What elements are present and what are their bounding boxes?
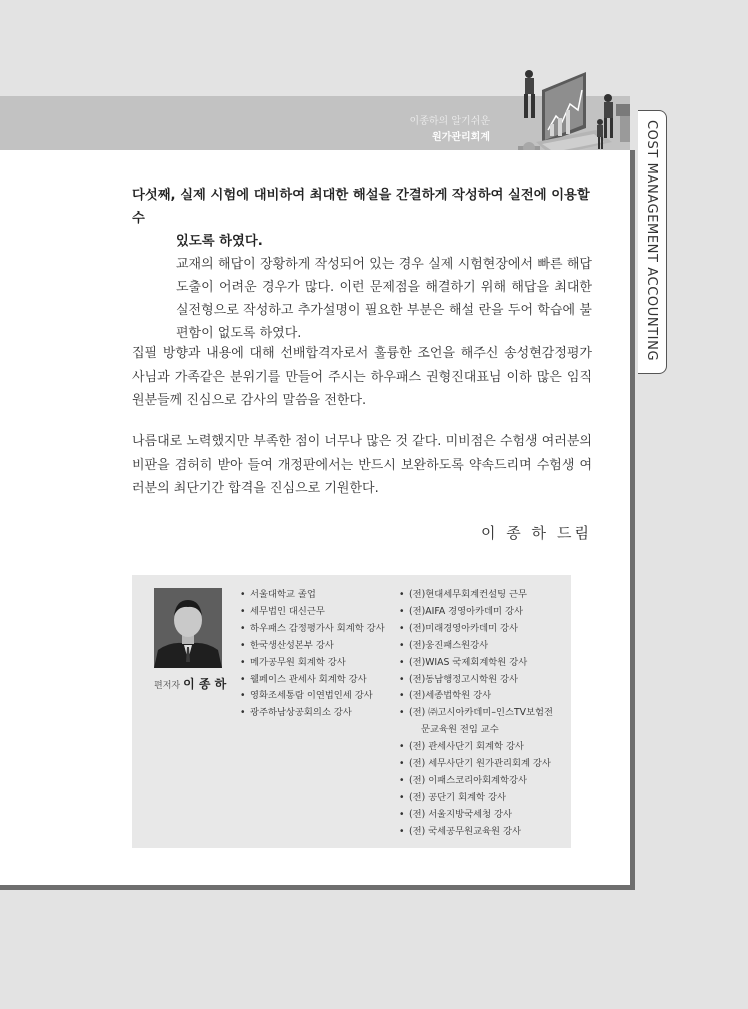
career-item: • 하우패스 감정평가사 회계학 강사 <box>240 621 385 638</box>
career-item: • (전) 공단기 회계학 강사 <box>399 790 553 807</box>
signature <box>481 522 592 543</box>
author-role: 편저자 <box>154 681 181 691</box>
side-tab-label: COST MANAGEMENT ACCOUNTING <box>644 120 659 362</box>
section-heading <box>132 184 592 253</box>
career-item: • 메가공무원 회계학 강사 <box>240 655 385 672</box>
author-photo <box>154 588 222 668</box>
career-item: • (전) 서울지방국세청 강사 <box>399 807 553 824</box>
closing-paragraph: 나름대로 노력했지만 부족한 점이 너무나 많은 것 같다. 미비점은 수험생 여러분의 비판을 겸허히 받아 들여 개정판에서는 반드시 보완하도록 약속드리며 수험생 여러분의 최단기간 합격을 진심으로 기원한다. <box>132 434 592 496</box>
acknowledgement-paragraph: 집필 방향과 내용에 대해 선배합격자로서 훌륭한 조언을 해주신 송성현감정평가사님과 가족같은 분위기를 만들어 주시는 하우패스 권형진대표님 이하 많은 임직원분들께 진심으로 감사의 말씀을 전한다. <box>132 346 592 408</box>
book-title: 원가관리회계 <box>432 132 490 143</box>
career-item-continued: 문교육원 전임 교수 <box>421 724 499 736</box>
career-item: • (전)WIAS 국제회계학원 강사 <box>399 655 553 672</box>
author-credit <box>154 675 226 692</box>
signature-suffix: 드림 <box>557 524 592 542</box>
career-item: • (전) 세무사단기 원가관리회계 강사 <box>399 756 553 773</box>
heading-body: 교재의 해답이 장황하게 작성되어 있는 경우 실제 시험현장에서 빠른 해답 도출이 어려운 경우가 많다. 이런 문제점을 해결하기 위해 해답을 최대한 실전형으로 작성하고 추가설명이 필요한 부분은 해설 란을 두어 학습에 불편함이 없도록 하였다. <box>176 257 592 341</box>
career-item: • (전)동남행정고시학원 강사 <box>399 672 553 689</box>
career-item: • (전)웅진패스원강사 <box>399 638 553 655</box>
career-item: • 세무법인 대신근무 <box>240 604 385 621</box>
career-item: • (전) 이패스코리아회계학강사 <box>399 773 553 790</box>
career-item: • 서울대학교 졸업 <box>240 587 385 604</box>
career-item: • 영화조세통람 이연법인세 강사 <box>240 688 385 705</box>
career-item: • (전)현대세무회계컨설팅 근무 <box>399 587 553 604</box>
career-item: • (전) ㈜고시아카데미–인스TV보험전 <box>399 705 553 722</box>
career-item: • (전)미래경영아카데미 강사 <box>399 621 553 638</box>
career-item: • (전) 국세공무원교육원 강사 <box>399 824 553 841</box>
heading-line-2: 있도록 하였다. <box>176 234 263 249</box>
career-item: • 웰페이스 관세사 회계학 강사 <box>240 672 385 689</box>
career-item: • (전) 관세사단기 회계학 강사 <box>399 739 553 756</box>
author-name: 이 종 하 <box>183 677 227 691</box>
career-item: • (전)AIFA 경영아카데미 강사 <box>399 604 553 621</box>
signature-name: 이 종 하 <box>481 524 550 542</box>
career-item: • 광주하남상공회의소 강사 <box>240 705 385 722</box>
career-item: • (전)세종법학원 강사 <box>399 688 553 705</box>
book-subtitle: 이종하의 알기쉬운 <box>409 116 490 127</box>
career-list-former <box>399 587 553 841</box>
career-list-current <box>240 587 385 722</box>
author-profile <box>132 575 571 848</box>
preface-section <box>132 184 592 345</box>
heading-line-1: 다섯째, 실제 시험에 대비하여 최대한 해설을 간결하게 작성하여 실전에 이용할 수 <box>132 188 590 226</box>
career-item: • 한국생산성본부 강사 <box>240 638 385 655</box>
